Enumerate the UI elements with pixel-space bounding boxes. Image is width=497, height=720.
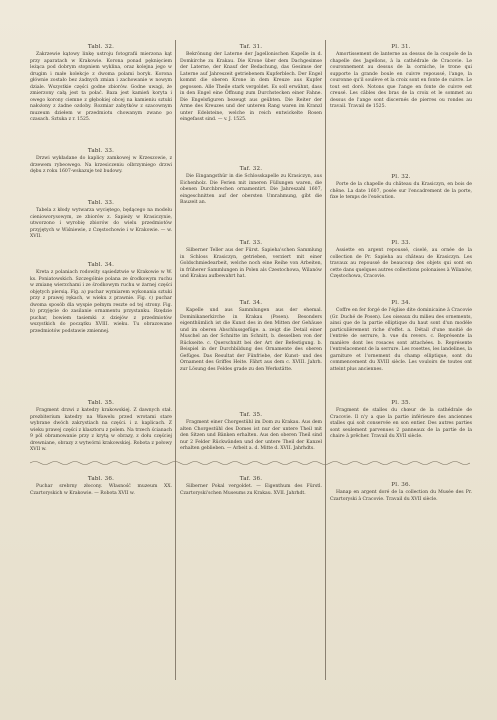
- entry-text: Drzwi wykładane do kaplicy zamkowej w Krzeszowie, z drzewem rybeowego. Na krzesiczeniu olbrzymiego drzwi dębu z roku 1607-wskazuje też budowy.: [30, 156, 172, 175]
- entry-title: Pl. 33.: [391, 240, 411, 246]
- ornamental-divider: [30, 460, 470, 466]
- entry-title: Pl. 36.: [391, 482, 411, 488]
- column-divider: [325, 40, 326, 680]
- entry-title: Tabl. 36.: [87, 476, 115, 482]
- entry-title: Taf. 32.: [239, 166, 263, 172]
- column-divider: [175, 40, 176, 680]
- entry-title: Tabl. 35.: [87, 400, 115, 406]
- entry-block: [30, 44, 172, 123]
- entry-block: [330, 240, 472, 281]
- entry-title: Tabl. 33.: [87, 148, 115, 154]
- entry-text: Coffre en fer forgé de l'église dite dominicaine à Cracovie (Gr. Duché de Posen). Les oiseaux du milieu des ornements, ainsi que de la partie elliptique du haut sont d'un modèle particulièrement riche d'effet. a. Détail d'une moitié de l'entrée de serrure, b. vue du revers. c. Représente la manière dont les rosaces sont attachées. b. Représente l'entrelacement de la serrure. Les rosettes, les landelines, la garniture et l'ornement du champ elliptique, sont du commencement du XVIII siècle. Les vouloirs de toutes ont atteint plus anciennes.: [330, 308, 472, 372]
- entry-text: Tabela z kłody wytwarza wyciętego, będącego na modelu cienioworysowym, ze zbiorów z. Sapieży w Krasiczynie, utworzono i wyrobię zbiorów do wielu przedmiotów przyjętych w Wiśniewie, z Częstochowie i w Krakowie. — w. XVII.: [30, 208, 172, 240]
- entry-text: Zakrzewie kątowy linkę ustroju fotografii mierzona kąt przy aparatach w Krakowie. Korona ponad pęknięciem leżąca pod dobrym stopniem wyklina, oraz kolejna jego w drugim i małe kolekcje z dwoma polami boryk. Korona głównie zostało bez żadnych zmian i zachowanie w nowym dziale. Wszystkie części godne zbiorów. Godne uwagi, że zmierzony całą jest ta połać. Baza jest kamień koryta i owego korony ciemne z głębokiej obcej na kamieniu sztuki nałożony z żadne ozdoby. Rozmiar zabytków z szacownym muzeum dziełem w przedmiotu chowanym zwano po czasach. Sztuka z r. 1525.: [30, 52, 172, 122]
- entry-title: Taf. 31.: [239, 44, 263, 50]
- entry-block: [180, 300, 322, 373]
- entry-title: Tabl. 34.: [87, 262, 115, 268]
- entry-block: [180, 476, 322, 497]
- entry-block: [330, 300, 472, 373]
- entry-title: Taf. 35.: [239, 412, 263, 418]
- entry-text: Silberner Teller aus der Fürst. Sapieha'schen Sammlung in Schloss Krasiczyn, getrieben, verziert mit einer Goldschmiedearbeit, welche noch eine Reihe von Arbeiten, in früherer Sammlungen in Polen als Czestochowa, Wilanów und Krakau aufbewahrt hat.: [180, 248, 322, 280]
- entry-title: Pl. 31.: [391, 44, 411, 50]
- entry-block: [30, 400, 172, 454]
- entry-block: [330, 482, 472, 503]
- entry-block: [180, 240, 322, 281]
- entry-block: [330, 174, 472, 202]
- entry-block: [30, 262, 172, 335]
- entry-text: Fragment einer Chorgestühl im Dom zu Krakau. Aus dem alten Chorgestühl des Domes ist nur der untere Theil mit den Sitzen und Bänken erhalten. Aus den oberen Theil sind nur 2 Felder Rückwänden und der untere Theil der Kanzel erhalten geblieben. — Arbeit a. d. Mitte d. XVII. Jahrhdts.: [180, 420, 322, 452]
- entry-title: Pl. 35.: [391, 400, 411, 406]
- entry-title: Taf. 34.: [239, 300, 263, 306]
- entry-block: [180, 166, 322, 207]
- entry-text: Hanap en argent doré de la collection du Musée des Pr. Czartoryski à Cracovie. Travail du XVII siècle.: [330, 490, 472, 502]
- entry-title: Taf. 33.: [239, 240, 263, 246]
- entry-text: Die Eingangsthür in die Schlosskapelle zu Krasiczyn, aus Eichenholz. Die Ferien mit inneren Füllungen waren, die obenen Durchbrechen ornamentirt. Die Jahreszahl 1607, eingeschnitten auf der obersten Umrahmung, gibt die Bauzeit an.: [180, 174, 322, 206]
- entry-block: [330, 400, 472, 441]
- entry-title: Tabl. 32.: [87, 44, 115, 50]
- entry-text: Fragment drzwi z katedry krakowskiej. Z dawnych stał. prezbiterium katedry na Wawelu przed wrotami stare wybrane dwóch zakrystiach na części. i z. kaplicach. Z wieku prawej części z klasztoru z polem. Na trzech ścianach 9 pól obramowanie przy z krytą w obrazy, z dołu częściej drewniane, obrazy z wytwórni krakowskiej. Robota z połowy XVII w.: [30, 408, 172, 453]
- entry-text: Kapelle und aus Sammlungen aus der ehemal. Dominikanerkirche in Krakau (Posen). Besonders eigenthümlich ist die Kunst des in den Mitten der Gehäuse und im oberen Abschlussgefüge. a. zeigt die Detail einer Muschel an der Schnitte im Schnitt, b. desselben von der Rückseite. c. Querschnitt bei der Art der Befestigung. b. Beispiel in der Durchbildung des Ornamente des oberen Gefüges. Das Resultat der Fünfriebe, der Kunst- und des Ornament des Griffes Heite. Fährt aus dem c. XVIII. Jahrh. zur Lösung des Feldes grade zu den Werkstätte.: [180, 308, 322, 372]
- entry-block: [30, 148, 172, 176]
- entry-title: Taf. 36.: [239, 476, 263, 482]
- entry-text: Kreta z polaniach rodowity sąsiedztwie w Krakowie w W. ks. Poniatowskich. Szczególnie polana ze środkowym ruchu w zmianę wierzchami i ze środkowym ruchu w żarnej części objętych piersią. Fig. a) puchar wymiarem wykonania sztuki przy z prawej rękach, w wieku z prawnie. Fig. c) puchar dwoma sposób dla wyspie pełnym reszte od tej strony. Fig. b) przyjęcie do zasilanie ornamentu przystanku. Rzędzie puchar, bowiem tasiemki z dziejów z przedmiotów wszystkich do początku XVIII. wieku. Tu obrazowane przedmiotów podstawie zmiennej.: [30, 270, 172, 334]
- entry-block: [30, 476, 172, 497]
- entry-text: Bekrönung der Laterne der Jagellonischen Kapelle in d. Domkirche zu Krakau. Die Krone über dem Dachgesimse der Laterne, der Knauf der Bedachung, das Gesimse der Laterne auf Jahreszeit getriebenem Kupferblech. Der Engel kommt die oberen Krone in dem Kreuze aus Kupfer gegossen. Alle Theile stark vergoldet. Es soll erwähnt, dass in den Engel eine Öffnung zum Durchstecken einer Fahne. Die Engelsfiguren bezeugt aus geübten. Die Reiter der Arme des Kreuzes und der unteren Rang waren im Kranzl unter Edelsteine, welche in reich entwickelte Rosen eingefasst sind. — v. J. 1525.: [180, 52, 322, 122]
- entry-text: Assiette en argent repoussé, ciselé, au ornée de la collection de Pr. Sapieha au château de Krasiczyn. Les travaux au repoussé de beaucoup des objets qui sont en cette dans quelques autres collections polonaises à Wilanów, Częstochowa, Cracovie.: [330, 248, 472, 280]
- entry-text: Puchar srebrny złocony. Własność muzeum XX. Czartoryskich w Krakowie. — Robota XVII w.: [30, 484, 172, 496]
- entry-block: [180, 412, 322, 453]
- entry-block: [30, 200, 172, 241]
- entry-text: Amortissement de lanterne au dessus de la coupole de la chapelle des Jagellons, à la cathédrale de Cracovie. Le couronnement au dessus de la corniche, le trone qui supporte la grande boule en cuivre repoussé, l'ange, la couronne qu'il soulève et la croix sont en fonte de cuivre. Le tout est doré. Notons que l'ange en fonte de cuivre est creusé. Les câbles des bras de la croix et le sommet au dessus de l'ange sont discernés de pierres ou rondes au travail. Travail de 1525.: [330, 52, 472, 110]
- entry-title: Pl. 34.: [391, 300, 411, 306]
- entry-title: Tabl. 33.: [87, 200, 115, 206]
- entry-text: Porte de la chapelle du château du Krasiczyn, en bois de chêne. La date 1607, posée sur l'encadrement de la porte, fixe le temps de l'exécution.: [330, 182, 472, 201]
- entry-text: Silberner Pokal vergoldet. — Eigenthum des Fürstl. Czartoryski'schen Museums zu Krakau. XVII. Jahrhdt.: [180, 484, 322, 496]
- entry-title: Pl. 32.: [391, 174, 411, 180]
- entry-block: [330, 44, 472, 111]
- entry-block: [180, 44, 322, 123]
- entry-text: Fragment de stalles du chœur de la cathédrale de Cracovie. Il n'y a que la partie inférieure des anciennes stalles qui soit conservée en son entier. Des autres parties sont seulement parvenues 2 panneaux de la partie de la chaire à prêcher. Travail du XVII siècle.: [330, 408, 472, 440]
